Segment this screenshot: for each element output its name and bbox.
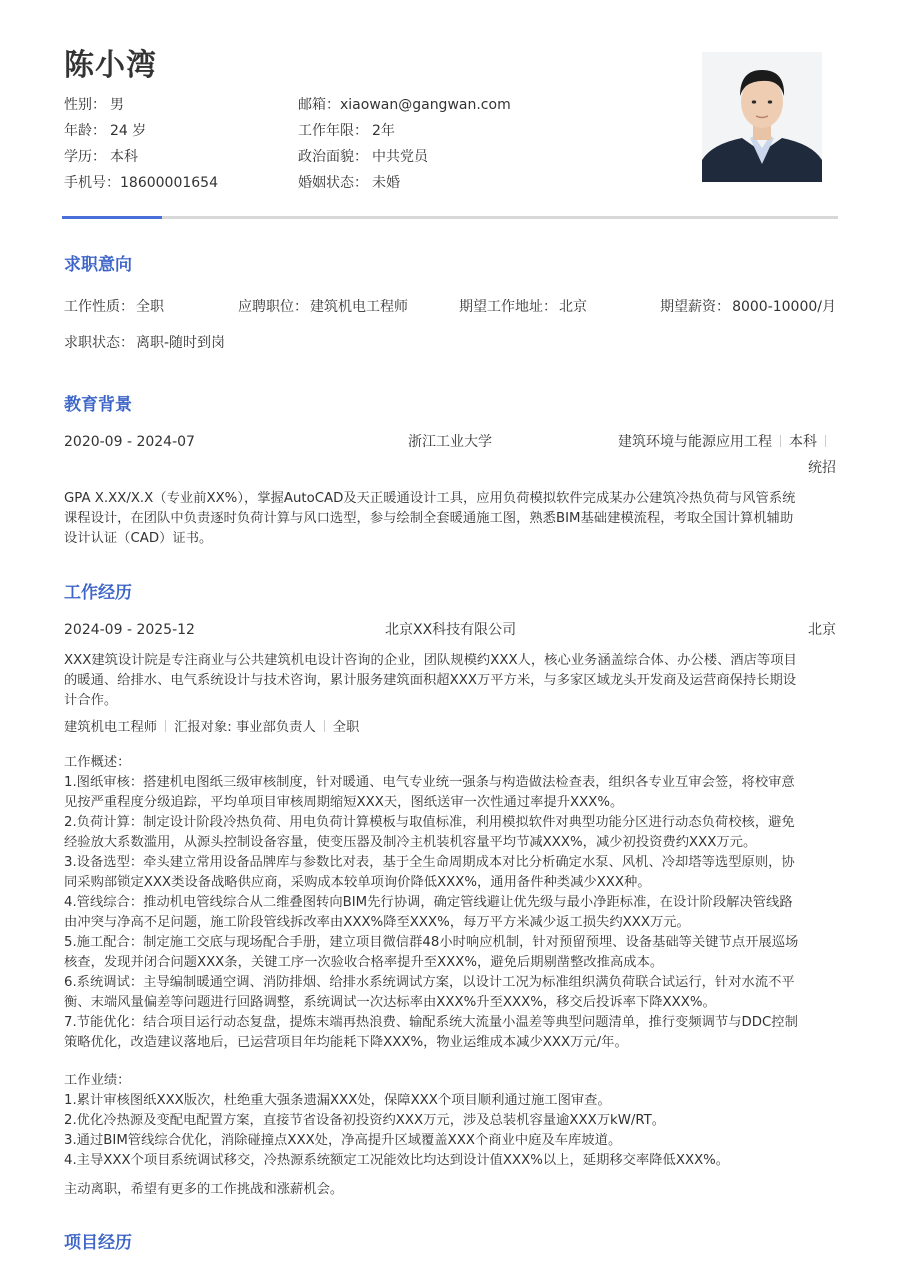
paragraph-line: 4.主导XXX个项目系统调试移交，冷热源系统额定工况能效比均达到设计值XXX%以上，延期移交率降低XXX%。 — [64, 1153, 730, 1168]
status-label: 求职状态： — [64, 335, 134, 351]
email-value: xiaowan@gangwan.com — [340, 97, 511, 113]
work-company: 北京XX科技有限公司 — [385, 622, 517, 638]
age-label: 年龄： — [64, 123, 106, 139]
info-row — [64, 120, 624, 146]
education-description — [64, 489, 838, 549]
section-title-work: 工作经历 — [64, 583, 132, 603]
work-tags — [64, 718, 359, 738]
paragraph-line: 2.优化冷热源及变配电配置方案，直接节省设备初投资约XXX万元，涉及总装机容量逾XXX万kW/RT。 — [64, 1113, 666, 1128]
email-label: 邮箱： — [298, 97, 340, 113]
education-label: 学历： — [64, 149, 106, 165]
separator — [324, 720, 325, 732]
phone-value: 18600001654 — [120, 175, 218, 191]
info-row — [64, 94, 624, 120]
work-city: 北京 — [808, 622, 836, 638]
candidate-name: 陈小湾 — [64, 48, 157, 83]
section-title-intent: 求职意向 — [64, 255, 132, 275]
paragraph-line: 3.设备选型：牵头建立常用设备品牌库与参数比对表，基于全生命周期成本对比分析确定水泵、风机、冷却塔等选型原则，协 — [64, 855, 795, 870]
personal-info — [64, 94, 624, 198]
nature-value: 全职 — [136, 299, 164, 315]
separator — [780, 435, 781, 447]
salary-label: 期望薪资： — [660, 299, 731, 315]
gender-value: 男 — [110, 97, 124, 113]
phone-label: 手机号： — [64, 175, 120, 191]
paragraph-line: 3.通过BIM管线综合优化，消除碰撞点XXX处，净高提升区域覆盖XXX个商业中庭及车库坡道。 — [64, 1133, 622, 1148]
info-row — [64, 146, 624, 172]
status-value: 离职-随时到岗 — [136, 335, 226, 351]
paragraph-line: 同采购部锁定XXX类设备战略供应商，采购成本较单项询价降低XXX%，通用备件种类减少XXX种。 — [64, 875, 651, 890]
paragraph-line: 经验放大系数滥用，从源头控制设备容量，使变压器及制冷主机装机容量平均节减XXX%，减少初投资费约XXX万元。 — [64, 835, 757, 850]
section-title-education: 教育背景 — [64, 395, 132, 415]
achievement-title: 工作业绩： — [64, 1073, 131, 1088]
position-label: 应聘职位： — [238, 299, 308, 315]
education-major: 建筑环境与能源应用工程 — [618, 434, 772, 450]
work-job-type: 全职 — [332, 720, 360, 735]
political-label: 政治面貌： — [298, 149, 368, 165]
paragraph-line: 1.累计审核图纸XXX版次，杜绝重大强条遗漏XXX处，保障XXX个项目顺利通过施工图审查。 — [64, 1093, 611, 1108]
avatar — [702, 52, 822, 182]
paragraph-line: 2.负荷计算：制定设计阶段冷热负荷、用电负荷计算模板与取值标准，利用模拟软件对典型功能分区进行动态负荷校核，避免 — [64, 815, 795, 830]
separator — [165, 720, 166, 732]
work-years-label: 工作年限： — [298, 123, 368, 139]
work-years-value: 2年 — [372, 123, 395, 139]
paragraph-line: 设计认证（CAD）证书。 — [64, 531, 213, 546]
work-date: 2024-09 - 2025-12 — [64, 622, 195, 638]
paragraph-line: 的暖通、给排水、电气系统设计与技术咨询，累计服务建筑面积超XXX万平方米，与多家区域龙头开发商及运营商保持长期设 — [64, 673, 797, 688]
education-degree: 本科 — [789, 434, 817, 450]
paragraph-line: 6.系统调试：主导编制暖通空调、消防排烟、给排水系统调试方案，以设计工况为标准组织满负荷联合试运行，针对水流不平 — [64, 975, 795, 990]
intent-nature — [64, 297, 164, 317]
work-overview — [64, 753, 838, 1053]
education-date: 2020-09 - 2024-07 — [64, 434, 195, 450]
company-description — [64, 651, 838, 711]
paragraph-line: 4.管线综合：推动机电管线综合从二维叠图转向BIM先行协调，确定管线避让优先级与最小净距标准，在设计阶段解决管线路 — [64, 895, 793, 910]
intent-status — [64, 333, 225, 353]
education-value: 本科 — [110, 149, 138, 165]
paragraph-line: 7.节能优化：结合项目运行动态复盘，提炼末端再热浪费、输配系统大流量小温差等典型问题清单，推行变频调节与DDC控制 — [64, 1015, 798, 1030]
location-value: 北京 — [559, 299, 587, 315]
paragraph-line: 课程设计，在团队中负责逐时负荷计算与风口选型，参与绘制全套暖通施工图，熟悉BIM基础建模流程，考取全国计算机辅助 — [64, 511, 794, 526]
profile-photo — [702, 52, 822, 182]
header-divider — [62, 216, 838, 219]
divider-accent — [62, 216, 162, 219]
paragraph-line: 见按严重程度分级追踪，平均单项目审核周期缩短XXX天，图纸送审一次性通过率提升XXX%。 — [64, 795, 624, 810]
work-role: 建筑机电工程师 — [64, 720, 158, 735]
political-value: 中共党员 — [372, 149, 428, 165]
paragraph-line: 由冲突与净高不足问题，施工阶段管线拆改率由XXX%降至XXX%，每万平方米减少返工损失约XXX万元。 — [64, 915, 690, 930]
gender-label: 性别： — [64, 97, 106, 113]
overview-title: 工作概述： — [64, 755, 131, 770]
intent-position — [238, 297, 408, 317]
age-value: 24 岁 — [110, 123, 147, 139]
education-type: 统招 — [808, 460, 836, 476]
info-row — [64, 172, 624, 198]
intent-salary — [660, 297, 836, 317]
paragraph-line: 1.图纸审核：搭建机电图纸三级审核制度，针对暖通、电气专业统一强条与构造做法检查表，组织各专业互审会签，将校审意 — [64, 775, 795, 790]
paragraph-line: 5.施工配合：制定施工交底与现场配合手册，建立项目微信群48小时响应机制，针对预留预埋、设备基础等关键节点开展巡场 — [64, 935, 799, 950]
paragraph-line: 策略优化，改造建议落地后，已运营项目年均能耗下降XXX%，物业运维成本减少XXX万元/年。 — [64, 1035, 628, 1050]
salary-value: 8000-10000/月 — [732, 299, 836, 315]
marital-label: 婚姻状态： — [298, 175, 368, 191]
paragraph-line: 计合作。 — [64, 693, 118, 708]
nature-label: 工作性质： — [64, 299, 134, 315]
education-major-degree — [618, 432, 834, 452]
separator — [825, 435, 826, 447]
paragraph-line: 核查，发现并闭合问题XXX条，关键工序一次验收合格率提升至XXX%，避免后期剔凿整改推高成本。 — [64, 955, 664, 970]
location-label: 期望工作地址： — [459, 299, 557, 315]
intent-location — [459, 297, 587, 317]
work-report: 汇报对象: 事业部负责人 — [174, 720, 316, 735]
section-title-project: 项目经历 — [64, 1233, 132, 1253]
marital-value: 未婚 — [372, 175, 400, 191]
leave-reason: 主动离职，希望有更多的工作挑战和涨薪机会。 — [64, 1182, 344, 1197]
education-school: 浙江工业大学 — [408, 434, 492, 450]
paragraph-line: XXX建筑设计院是专注商业与公共建筑机电设计咨询的企业，团队规模约XXX人，核心业务涵盖综合体、办公楼、酒店等项目 — [64, 653, 797, 668]
paragraph-line: GPA X.XX/X.X（专业前XX%），掌握AutoCAD及天正暖通设计工具，应用负荷模拟软件完成某办公建筑冷热负荷与风管系统 — [64, 491, 796, 506]
work-achievements — [64, 1071, 838, 1171]
paragraph-line: 衡、末端风量偏差等问题进行回路调整，系统调试一次达标率由XXX%升至XXX%，移交后投诉率下降XXX%。 — [64, 995, 716, 1010]
position-value: 建筑机电工程师 — [310, 299, 408, 315]
